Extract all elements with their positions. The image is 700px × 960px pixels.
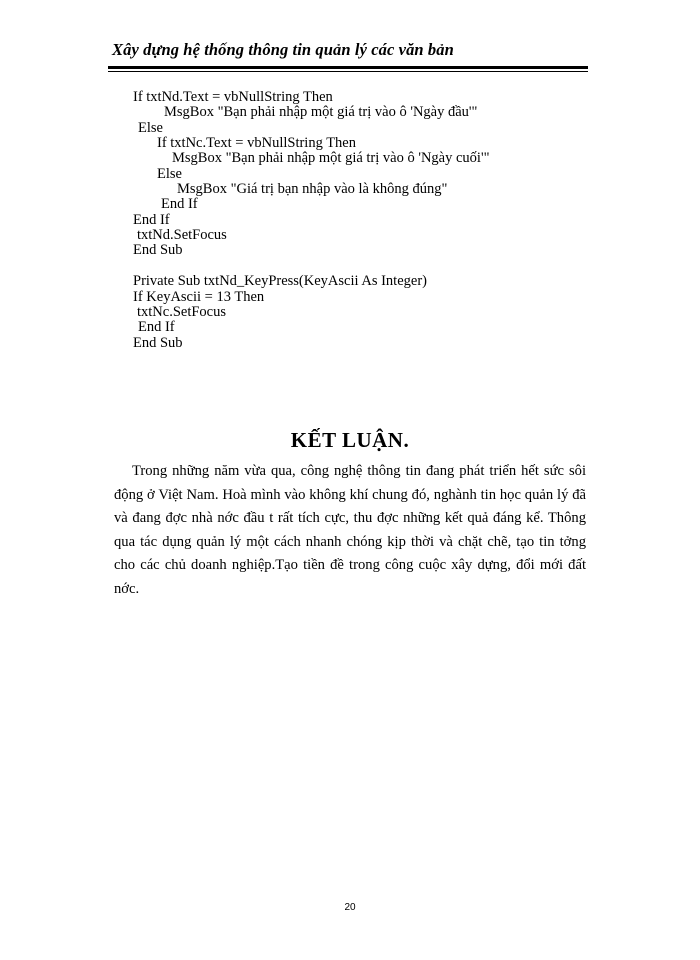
code-line: If KeyAscii = 13 Then	[133, 289, 265, 305]
code-line: End Sub	[133, 335, 183, 351]
code-line: If txtNd.Text = vbNullString Then	[133, 89, 333, 105]
code-line: Private Sub txtNd_KeyPress(KeyAscii As Integer)	[133, 273, 427, 289]
code-line: txtNd.SetFocus	[137, 227, 227, 243]
code-line: End Sub	[133, 242, 183, 258]
code-line: MsgBox "Bạn phải nhập một giá trị vào ô 'Ngày cuối'"	[172, 150, 490, 166]
code-line: End If	[133, 212, 170, 228]
page-number: 20	[344, 902, 356, 913]
code-line: MsgBox "Giá trị bạn nhập vào là không đúng"	[177, 181, 448, 197]
header-title: Xây dựng hệ thống thông tin quản lý các văn bản	[112, 40, 454, 59]
code-line: MsgBox "Bạn phải nhập một giá trị vào ô 'Ngày đầu'"	[164, 104, 478, 120]
code-line: Else	[138, 120, 163, 136]
header-rule-thick	[108, 66, 588, 69]
code-line: Else	[157, 166, 182, 182]
code-line: End If	[161, 196, 198, 212]
header-rule-thin	[108, 71, 588, 72]
code-line: txtNc.SetFocus	[137, 304, 227, 320]
code-line: End If	[138, 319, 175, 335]
code-line: If txtNc.Text = vbNullString Then	[157, 135, 356, 151]
conclusion-heading: KẾT LUẬN.	[290, 428, 410, 452]
conclusion-paragraph: Trong những năm vừa qua, công nghệ thông tin đang phát triển hết sức sôi động ở Việt Nam. Hoà mình vào không khí chung đó, nghành tin học quản lý đã và đang đợc nhà nớc đầu t rất tích cực, thu đợc những kết quả đáng kể. Thông qua tác dụng quản lý một cách nhanh chóng kịp thời và chặt chẽ, tạo tin tởng cho các chủ doanh nghiệp.Tạo tiền đề trong công cuộc xây dựng, đổi mới đất nớc.	[114, 463, 586, 597]
